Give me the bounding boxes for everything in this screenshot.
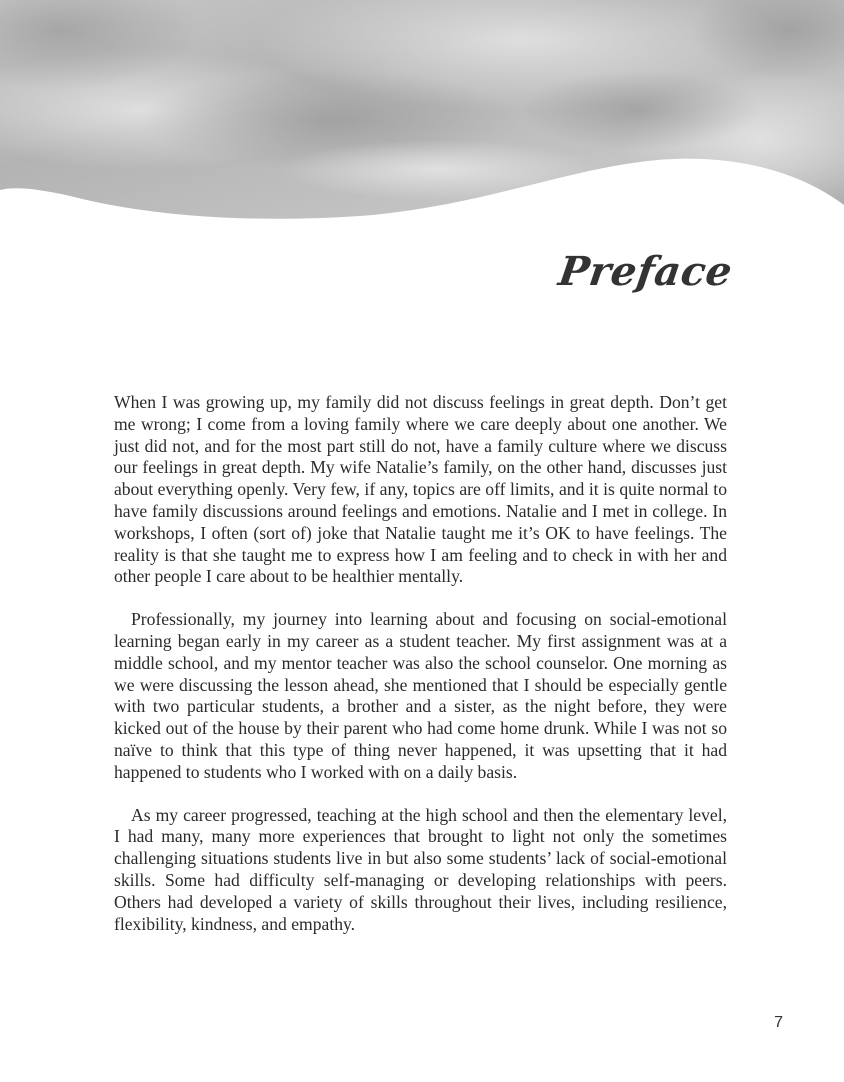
paragraph: As my career progressed, teaching at the high school and then the elementary level, I had many, many more experiences that brought to light not only the sometimes challenging situations students live in but also some students’ lack of social-emotional skills. Some had difficulty self-managing or developing relationships with peers. Others had developed a variety of skills throughout their lives, including resilience, flexibility, kindness, and empathy. xyxy=(114,804,727,934)
body-text xyxy=(114,392,727,956)
page-title: Preface xyxy=(555,248,736,295)
watercolor-header-band xyxy=(0,0,844,240)
page-number: 7 xyxy=(774,1014,783,1031)
paragraph: When I was growing up, my family did not discuss feelings in great depth. Don’t get me wrong; I come from a loving family where we care deeply about one another. We just did not, and for the most part still do not, have a family culture where we discuss our feelings in great depth. My wife Natalie’s family, on the other hand, discusses just about everything openly. Very few, if any, topics are off limits, and it is quite normal to have family discussions around feelings and emotions. Natalie and I met in college. In workshops, I often (sort of) joke that Natalie taught me it’s OK to have feelings. The reality is that she taught me to express how I am feeling and to check in with her and other people I care about to be healthier mentally. xyxy=(114,392,727,587)
paragraph: Professionally, my journey into learning about and focusing on social-emotional learning began early in my career as a student teacher. My first assignment was at a middle school, and my mentor teacher was also the school counselor. One morning as we were discussing the lesson ahead, she mentioned that I should be especially gentle with two particular students, a brother and a sister, as the night before, they were kicked out of the house by their parent who had come home drunk. While I was not so naïve to think that this type of thing never happened, it was upsetting that it had happened to students who I worked with on a daily basis. xyxy=(114,609,727,782)
